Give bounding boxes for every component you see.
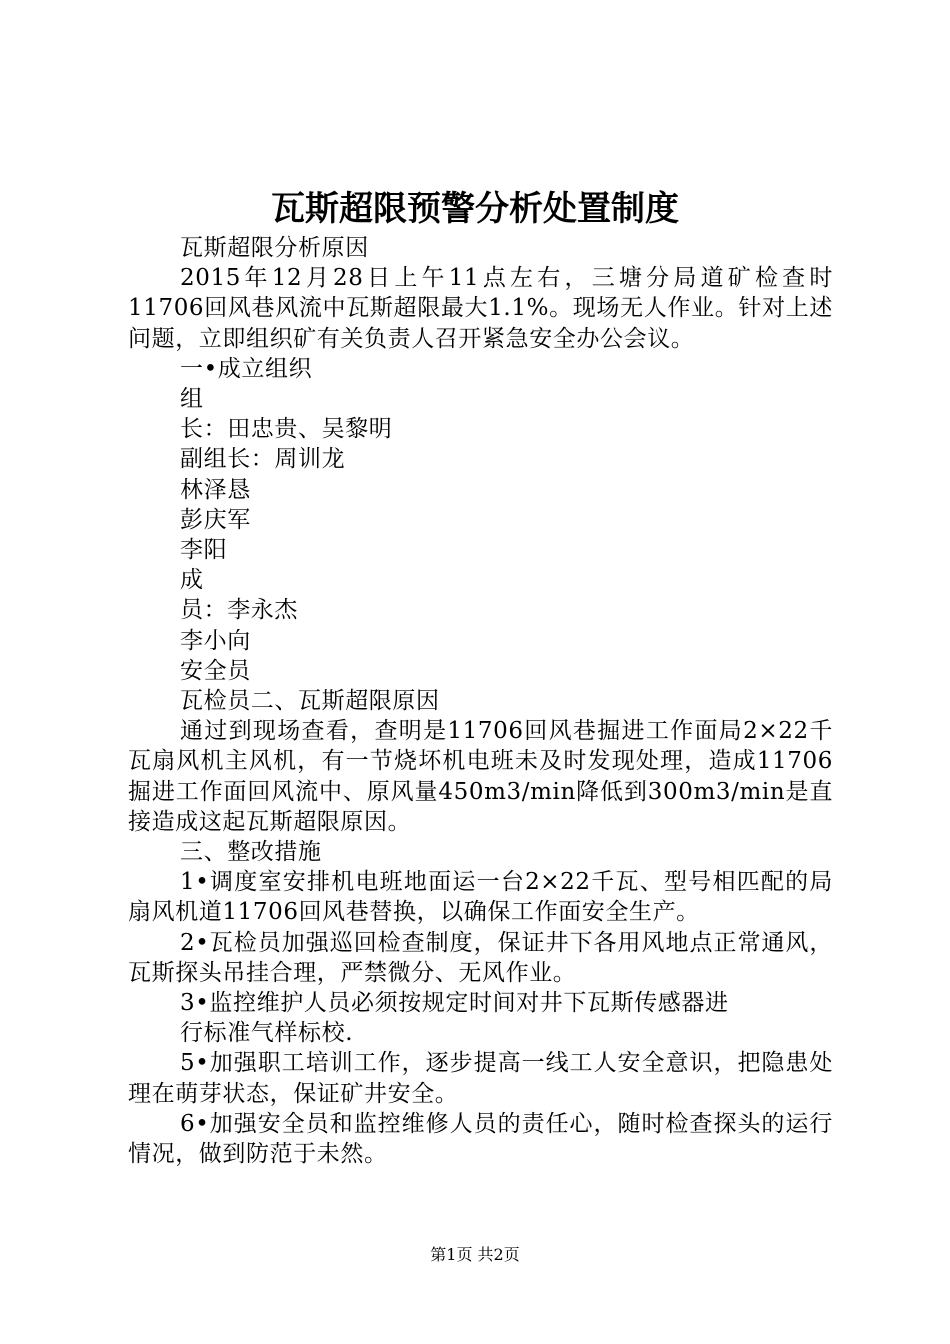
paragraph: 瓦斯超限分析原因 bbox=[180, 235, 369, 261]
paragraph: 副组长：周训龙 bbox=[180, 446, 346, 473]
paragraph: 彭庆军 bbox=[180, 506, 251, 533]
paragraph: 成 bbox=[180, 567, 204, 594]
paragraph: 2•瓦检员加强巡回检查制度，保证井下各用风地点正常通风，瓦斯探头吊挂合理，严禁微分、无风作业。 bbox=[128, 929, 833, 986]
paragraph: 长：田忠贵、吴黎明 bbox=[180, 416, 393, 443]
paragraph: 1•调度室安排机电班地面运一台2×22千瓦、型号相匹配的局扇风机道11706回风巷替换，以确保工作面安全生产。 bbox=[128, 869, 833, 926]
paragraph: 6•加强安全员和监控维修人员的责任心，随时检查探头的运行情况，做到防范于未然。 bbox=[128, 1110, 833, 1168]
paragraph: 员：李永杰 bbox=[180, 597, 298, 624]
document-title: 瓦斯超限预警分析处置制度 bbox=[271, 189, 679, 229]
paragraph: 行标准气样标校. bbox=[180, 1020, 354, 1047]
paragraph: 李阳 bbox=[180, 537, 228, 564]
paragraph: 李小向 bbox=[180, 627, 251, 654]
paragraph: 5•加强职工培训工作，逐步提高一线工人安全意识，把隐患处理在萌芽状态，保证矿井安全。 bbox=[128, 1050, 833, 1107]
paragraph: 组 bbox=[180, 386, 204, 413]
paragraph: 三、整改措施 bbox=[180, 839, 322, 866]
page-number-footer: 第1页 共2页 bbox=[430, 1245, 520, 1264]
paragraph: 安全员 bbox=[180, 657, 251, 684]
paragraph: 3•监控维护人员必须按规定时间对井下瓦斯传感器进 bbox=[180, 990, 729, 1017]
paragraph: 一•成立组织 bbox=[180, 355, 313, 382]
paragraph: 2015年12月28日上午11点左右，三塘分局道矿检查时11706回风巷风流中瓦斯超限最大1.1%。现场无人作业。针对上述问题，立即组织矿有关负责人召开紧急安全办公会议。 bbox=[128, 265, 833, 352]
paragraph: 林泽恳 bbox=[180, 476, 251, 503]
document-body bbox=[128, 233, 833, 1169]
paragraph: 通过到现场查看，查明是11706回风巷掘进工作面局2×22千瓦扇风机主风机，有一节烧坏机电班未及时发现处理，造成11706掘进工作面回风流中、原风量450m3/min降低到300m3/min是直接造成这起瓦斯超限原因。 bbox=[128, 718, 833, 835]
paragraph: 瓦检员二、瓦斯超限原因 bbox=[180, 688, 440, 715]
